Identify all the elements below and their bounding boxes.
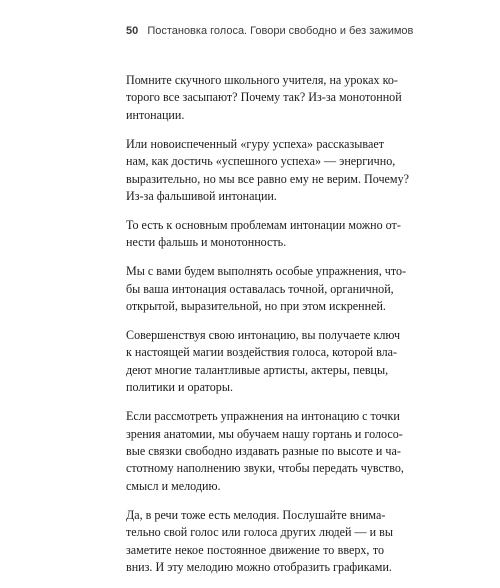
- paragraph-7: [126, 507, 393, 577]
- body-text: [126, 72, 409, 588]
- text-line: смысл и мелодию.: [126, 478, 221, 493]
- paragraph-5: [126, 327, 401, 397]
- text-line: Совершенствуя свою интонацию, вы получаете ключ: [126, 328, 401, 343]
- text-line: зрения анатомии, мы обучаем нашу гортань и голосо-: [126, 426, 403, 441]
- text-line: тельно свой голос или голоса других людей — и вы: [126, 525, 393, 540]
- text-line: нести фальшь и монотонность.: [126, 235, 287, 250]
- text-line: выразительно, но мы все равно ему не верим. Почему?: [126, 171, 409, 186]
- paragraph-2: [126, 136, 409, 206]
- text-line: То есть к основным проблемам интонации можно от-: [126, 217, 401, 232]
- text-line: бы ваша интонация оставалась точной, органичной,: [126, 281, 394, 296]
- paragraph-1: [126, 72, 402, 124]
- running-head-title: Постановка голоса. Говори свободно и без зажимов: [147, 25, 414, 37]
- text-line: интонации.: [126, 107, 185, 122]
- text-line: Если рассмотреть упражнения на интонацию с точки: [126, 409, 400, 424]
- text-line: к настоящей магии воздействия голоса, которой вла-: [126, 345, 398, 360]
- text-line: нам, как достичь «успешного успеха» — энергично,: [126, 154, 396, 169]
- text-line: открытой, выразительной, но при этом искренней.: [126, 299, 386, 314]
- text-line: торого все засыпают? Почему так? Из-за монотонной: [126, 90, 402, 105]
- page-number: 50: [126, 25, 139, 37]
- text-line: стотному наполнению звуки, чтобы передать чувство,: [126, 461, 404, 476]
- text-line: вниз. И эту мелодию можно отобразить графиками.: [126, 559, 392, 574]
- text-line: вые связки свободно издавать разные по высоте и ча-: [126, 444, 401, 458]
- text-line: Или новоиспеченный «гуру успеха» рассказывает: [126, 136, 384, 151]
- text-line: деют многие талантливые артисты, актеры, певцы,: [126, 362, 389, 377]
- paragraph-4: [126, 263, 407, 315]
- running-head: [126, 25, 486, 37]
- text-line: Мы с вами будем выполнять особые упражнения, что-: [126, 264, 407, 279]
- text-line: Из-за фальшивой интонации.: [126, 188, 277, 203]
- text-line: заметите некое постоянное движение то вверх, то: [126, 542, 384, 557]
- paragraph-6: [126, 408, 404, 495]
- paragraph-3: [126, 217, 401, 252]
- text-line: Да, в речи тоже есть мелодия. Послушайте внима-: [126, 507, 386, 522]
- text-line: политики и ораторы.: [126, 380, 234, 395]
- text-line: Помните скучного школьного учителя, на уроках ко-: [126, 73, 398, 87]
